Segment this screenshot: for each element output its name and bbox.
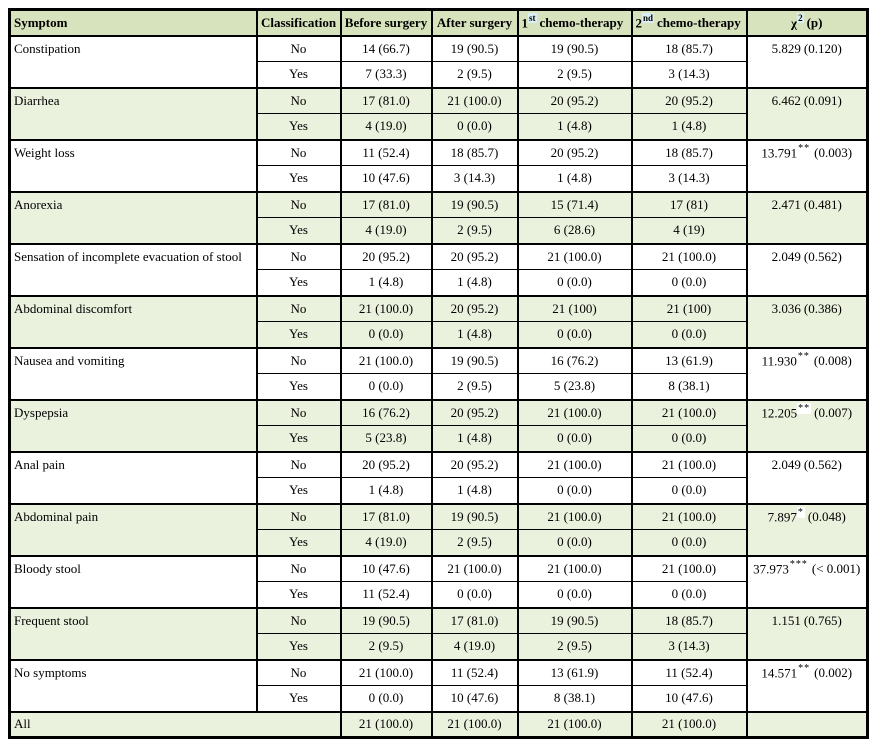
header-classification	[257, 10, 341, 36]
symptom-cell: Weight loss	[10, 140, 257, 192]
chi-square-cell	[747, 400, 868, 452]
value-cell: 20 (95.2)	[432, 452, 518, 478]
chi-square-cell	[747, 244, 868, 296]
value-cell: 19 (90.5)	[432, 504, 518, 530]
chi-square-cell	[747, 36, 868, 88]
value-cell: 20 (95.2)	[632, 88, 747, 114]
table-body	[10, 36, 868, 738]
value-cell: 13 (61.9)	[518, 660, 632, 686]
classification-cell: Yes	[257, 374, 341, 400]
value-cell: 0 (0.0)	[341, 374, 432, 400]
chi-square-cell	[747, 348, 868, 400]
table-row	[10, 296, 868, 322]
header-before-surgery	[341, 10, 432, 36]
header-symptom	[10, 10, 257, 36]
chi-square-value: 1.151	[771, 612, 801, 628]
value-cell: 5 (23.8)	[341, 426, 432, 452]
chi-square-value: 3.036	[771, 300, 801, 316]
chi-square-value: 2.049	[771, 456, 801, 472]
classification-cell: Yes	[257, 322, 341, 348]
value-cell: 20 (95.2)	[432, 244, 518, 270]
p-value: (0.765)	[803, 612, 842, 628]
value-cell: 21 (100.0)	[341, 660, 432, 686]
header-label: 2	[635, 14, 642, 30]
value-cell: 10 (47.6)	[432, 686, 518, 712]
chi-square-cell	[747, 140, 868, 192]
value-cell: 17 (81.0)	[432, 608, 518, 634]
value-cell: 19 (90.5)	[432, 348, 518, 374]
p-value: (0.091)	[803, 92, 842, 108]
value-cell: 21 (100.0)	[518, 504, 632, 530]
value-cell: 11 (52.4)	[341, 140, 432, 166]
value-cell: 21 (100.0)	[341, 712, 432, 738]
header-second-chemo	[632, 10, 747, 36]
value-cell: 0 (0.0)	[432, 114, 518, 140]
value-cell: 21 (100.0)	[341, 296, 432, 322]
header-label-post: chemo-therapy	[539, 14, 624, 30]
symptom-cell: Bloody stool	[10, 556, 257, 608]
value-cell: 21 (100.0)	[518, 556, 632, 582]
value-cell: 6 (28.6)	[518, 218, 632, 244]
chi-square-value: 37.973	[753, 560, 789, 576]
header-label: 1	[521, 14, 528, 30]
header-superscript: st	[529, 12, 536, 23]
chi-square-cell	[747, 712, 868, 738]
p-value: (0.562)	[803, 456, 842, 472]
value-cell: 0 (0.0)	[518, 478, 632, 504]
table-row	[10, 608, 868, 634]
p-value: (< 0.001)	[811, 560, 861, 576]
value-cell: 21 (100.0)	[632, 400, 747, 426]
p-value: (0.003)	[814, 144, 853, 160]
table-header	[10, 10, 868, 36]
value-cell: 11 (52.4)	[432, 660, 518, 686]
classification-cell: No	[257, 348, 341, 374]
header-row	[10, 10, 868, 36]
classification-cell: No	[257, 556, 341, 582]
value-cell: 19 (90.5)	[432, 36, 518, 62]
value-cell: 2 (9.5)	[432, 530, 518, 556]
value-cell: 8 (38.1)	[632, 374, 747, 400]
p-value: (0.481)	[803, 196, 842, 212]
value-cell: 21 (100)	[518, 296, 632, 322]
classification-cell: Yes	[257, 530, 341, 556]
value-cell: 4 (19.0)	[432, 634, 518, 660]
header-chi-square-p	[747, 10, 868, 36]
header-label: Symptom	[14, 14, 68, 30]
value-cell: 21 (100.0)	[432, 556, 518, 582]
symptom-cell: Abdominal discomfort	[10, 296, 257, 348]
header-superscript: 2	[798, 12, 803, 23]
value-cell: 10 (47.6)	[341, 166, 432, 192]
value-cell: 16 (76.2)	[518, 348, 632, 374]
value-cell: 0 (0.0)	[632, 322, 747, 348]
value-cell: 0 (0.0)	[341, 686, 432, 712]
value-cell: 8 (38.1)	[518, 686, 632, 712]
table-row	[10, 244, 868, 270]
value-cell: 18 (85.7)	[632, 140, 747, 166]
value-cell: 16 (76.2)	[341, 400, 432, 426]
p-value: (0.386)	[803, 300, 842, 316]
p-value: (0.120)	[803, 40, 842, 56]
value-cell: 0 (0.0)	[632, 478, 747, 504]
value-cell: 4 (19.0)	[341, 218, 432, 244]
value-cell: 21 (100.0)	[632, 504, 747, 530]
header-after-surgery	[432, 10, 518, 36]
classification-cell: Yes	[257, 166, 341, 192]
value-cell: 19 (90.5)	[432, 192, 518, 218]
symptom-cell: Sensation of incomplete evacuation of stool	[10, 244, 257, 296]
chi-square-value: 6.462	[771, 92, 801, 108]
header-label: Classification	[260, 14, 337, 30]
symptom-cell: Frequent stool	[10, 608, 257, 660]
value-cell: 19 (90.5)	[518, 36, 632, 62]
value-cell: 3 (14.3)	[432, 166, 518, 192]
table-row	[10, 660, 868, 686]
table-row	[10, 192, 868, 218]
chi-square-value: 5.829	[771, 40, 801, 56]
header-label-post: (p)	[806, 14, 823, 30]
value-cell: 1 (4.8)	[432, 478, 518, 504]
value-cell: 3 (14.3)	[632, 62, 747, 88]
symptom-cell: Diarrhea	[10, 88, 257, 140]
value-cell: 20 (95.2)	[341, 452, 432, 478]
classification-cell: Yes	[257, 634, 341, 660]
p-value: (0.562)	[803, 248, 842, 264]
table-row	[10, 36, 868, 62]
value-cell: 1 (4.8)	[341, 270, 432, 296]
table-row	[10, 504, 868, 530]
value-cell: 18 (85.7)	[632, 608, 747, 634]
value-cell: 0 (0.0)	[518, 270, 632, 296]
value-cell: 0 (0.0)	[518, 426, 632, 452]
significance-stars: **	[798, 402, 811, 414]
classification-cell: No	[257, 192, 341, 218]
value-cell: 0 (0.0)	[632, 582, 747, 608]
chi-square-cell	[747, 192, 868, 244]
significance-stars: **	[797, 350, 810, 362]
value-cell: 0 (0.0)	[432, 582, 518, 608]
value-cell: 17 (81.0)	[341, 504, 432, 530]
classification-cell: No	[257, 504, 341, 530]
classification-cell: No	[257, 244, 341, 270]
p-value: (0.007)	[814, 404, 853, 420]
symptom-cell: Constipation	[10, 36, 257, 88]
value-cell: 20 (95.2)	[518, 88, 632, 114]
value-cell: 20 (95.2)	[432, 400, 518, 426]
value-cell: 21 (100.0)	[432, 712, 518, 738]
value-cell: 21 (100.0)	[632, 712, 747, 738]
value-cell: 3 (14.3)	[632, 634, 747, 660]
value-cell: 14 (66.7)	[341, 36, 432, 62]
value-cell: 1 (4.8)	[518, 166, 632, 192]
significance-stars: *	[797, 506, 804, 518]
table-row	[10, 452, 868, 478]
chi-square-cell	[747, 660, 868, 712]
header-superscript: nd	[643, 12, 654, 23]
classification-cell: Yes	[257, 62, 341, 88]
value-cell: 10 (47.6)	[341, 556, 432, 582]
value-cell: 21 (100.0)	[518, 712, 632, 738]
chi-square-cell	[747, 296, 868, 348]
value-cell: 20 (95.2)	[341, 244, 432, 270]
value-cell: 2 (9.5)	[432, 374, 518, 400]
table-row	[10, 348, 868, 374]
value-cell: 20 (95.2)	[518, 140, 632, 166]
table-row	[10, 140, 868, 166]
value-cell: 19 (90.5)	[518, 608, 632, 634]
classification-cell: Yes	[257, 582, 341, 608]
table-row	[10, 400, 868, 426]
classification-cell: Yes	[257, 478, 341, 504]
value-cell: 0 (0.0)	[518, 530, 632, 556]
value-cell: 18 (85.7)	[432, 140, 518, 166]
classification-cell: Yes	[257, 218, 341, 244]
chi-square-cell	[747, 608, 868, 660]
classification-cell: Yes	[257, 114, 341, 140]
classification-cell: Yes	[257, 686, 341, 712]
value-cell: 1 (4.8)	[341, 478, 432, 504]
value-cell: 17 (81.0)	[341, 192, 432, 218]
value-cell: 0 (0.0)	[518, 582, 632, 608]
value-cell: 21 (100.0)	[518, 400, 632, 426]
value-cell: 18 (85.7)	[632, 36, 747, 62]
significance-stars: **	[798, 142, 811, 154]
chi-square-value: 7.897	[767, 508, 797, 524]
value-cell: 2 (9.5)	[432, 62, 518, 88]
value-cell: 4 (19)	[632, 218, 747, 244]
chi-square-cell	[747, 504, 868, 556]
value-cell: 4 (19.0)	[341, 114, 432, 140]
chi-square-value: 12.205	[761, 404, 798, 420]
significance-stars: **	[798, 662, 811, 674]
value-cell: 21 (100.0)	[518, 452, 632, 478]
chi-square-value: 14.571	[761, 664, 798, 680]
value-cell: 21 (100.0)	[341, 348, 432, 374]
symptom-cell: Anal pain	[10, 452, 257, 504]
p-value: (0.002)	[814, 664, 853, 680]
chi-square-cell	[747, 556, 868, 608]
value-cell: 5 (23.8)	[518, 374, 632, 400]
p-value: (0.048)	[807, 508, 846, 524]
classification-cell: No	[257, 660, 341, 686]
value-cell: 21 (100.0)	[518, 244, 632, 270]
value-cell: 1 (4.8)	[432, 426, 518, 452]
symptom-cell: Abdominal pain	[10, 504, 257, 556]
value-cell: 21 (100.0)	[432, 88, 518, 114]
value-cell: 17 (81)	[632, 192, 747, 218]
value-cell: 0 (0.0)	[632, 530, 747, 556]
value-cell: 2 (9.5)	[432, 218, 518, 244]
value-cell: 11 (52.4)	[341, 582, 432, 608]
value-cell: 11 (52.4)	[632, 660, 747, 686]
chi-square-value: 13.791	[761, 144, 798, 160]
symptom-frequency-table	[8, 8, 869, 739]
classification-cell: No	[257, 36, 341, 62]
value-cell: 21 (100.0)	[632, 452, 747, 478]
value-cell: 2 (9.5)	[518, 634, 632, 660]
chi-square-value: 11.930	[761, 352, 797, 368]
classification-cell: Yes	[257, 270, 341, 296]
header-first-chemo	[518, 10, 632, 36]
header-label-post: chemo-therapy	[657, 14, 741, 30]
value-cell: 1 (4.8)	[432, 322, 518, 348]
chi-square-cell	[747, 88, 868, 140]
value-cell: 21 (100.0)	[632, 244, 747, 270]
value-cell: 3 (14.3)	[632, 166, 747, 192]
value-cell: 2 (9.5)	[341, 634, 432, 660]
table-row	[10, 88, 868, 114]
chi-square-value: 2.049	[771, 248, 801, 264]
header-label: After surgery	[436, 14, 513, 30]
value-cell: 2 (9.5)	[518, 62, 632, 88]
header-label: Before surgery	[344, 14, 428, 30]
symptom-cell: Nausea and vomiting	[10, 348, 257, 400]
p-value: (0.008)	[813, 352, 852, 368]
value-cell: 21 (100.0)	[632, 556, 747, 582]
value-cell: 13 (61.9)	[632, 348, 747, 374]
chi-square-value: 2.471	[771, 196, 801, 212]
classification-cell: No	[257, 400, 341, 426]
value-cell: 0 (0.0)	[341, 322, 432, 348]
value-cell: 21 (100)	[632, 296, 747, 322]
classification-cell: No	[257, 452, 341, 478]
symptom-cell: No symptoms	[10, 660, 257, 712]
value-cell: 1 (4.8)	[432, 270, 518, 296]
all-label-cell: All	[10, 712, 341, 738]
classification-cell: No	[257, 608, 341, 634]
value-cell: 0 (0.0)	[518, 322, 632, 348]
classification-cell: Yes	[257, 426, 341, 452]
classification-cell: No	[257, 88, 341, 114]
value-cell: 0 (0.0)	[632, 426, 747, 452]
value-cell: 17 (81.0)	[341, 88, 432, 114]
header-label: χ	[791, 14, 798, 30]
symptom-cell: Anorexia	[10, 192, 257, 244]
symptom-cell: Dyspepsia	[10, 400, 257, 452]
value-cell: 1 (4.8)	[632, 114, 747, 140]
value-cell: 1 (4.8)	[518, 114, 632, 140]
chi-square-cell	[747, 452, 868, 504]
value-cell: 10 (47.6)	[632, 686, 747, 712]
significance-stars: ***	[789, 558, 808, 570]
table-row	[10, 556, 868, 582]
value-cell: 19 (90.5)	[341, 608, 432, 634]
table-row-all	[10, 712, 868, 738]
classification-cell: No	[257, 140, 341, 166]
value-cell: 7 (33.3)	[341, 62, 432, 88]
value-cell: 20 (95.2)	[432, 296, 518, 322]
value-cell: 0 (0.0)	[632, 270, 747, 296]
value-cell: 4 (19.0)	[341, 530, 432, 556]
value-cell: 15 (71.4)	[518, 192, 632, 218]
classification-cell: No	[257, 296, 341, 322]
